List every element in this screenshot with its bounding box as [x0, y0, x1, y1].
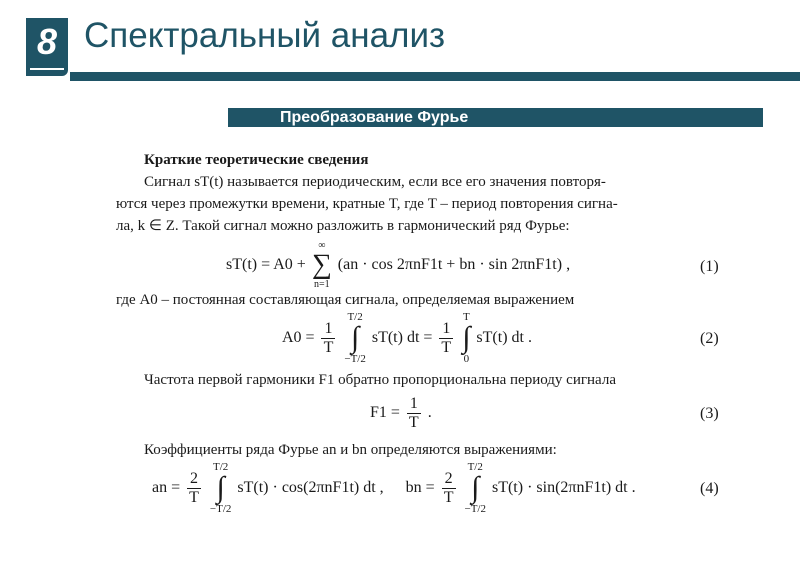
eq2-body-2: sT(t) dt . [476, 329, 532, 346]
eq4-a-lhs: an = [152, 479, 181, 496]
paragraph-line-2: ются через промежутки времени, кратные T, где T – период повторения сигна- [116, 196, 618, 212]
fraction-denominator: T [189, 488, 199, 506]
sum-upper-limit: ∞ [318, 240, 326, 251]
integral-lower-limit: −T/2 [209, 503, 232, 515]
fraction-numerator: 1 [321, 320, 335, 339]
fraction-numerator: 2 [442, 470, 456, 489]
f1-description: Частота первой гармоники F1 обратно пропорциональна периоду сигнала [144, 372, 616, 388]
paragraph-line-1: Сигнал sT(t) называется периодическим, если все его значения повторя- [144, 174, 606, 190]
eq2-fraction-2 [438, 320, 454, 357]
subtitle-label: Преобразование Фурье [280, 109, 469, 126]
integral-symbol-b: T/2 ∫ −T/2 [464, 461, 486, 515]
eq3-lhs: F1 = [370, 404, 400, 421]
fraction-denominator: T [443, 488, 454, 506]
equation-4 [152, 460, 636, 516]
eq2-fraction-1 [321, 320, 337, 357]
integral-symbol-a: T/2 ∫ −T/2 [209, 461, 232, 515]
integral-upper-limit: T/2 [467, 461, 483, 473]
eq4-b-lhs: bn = [405, 479, 435, 496]
eq4-a-fraction [186, 470, 202, 507]
equation-1 [226, 240, 570, 290]
badge-underline [30, 68, 64, 70]
equation-number-3: (3) [700, 405, 719, 422]
equation-number-1: (1) [700, 258, 719, 275]
eq1-rhs: (an · cos 2πnF1t + bn · sin 2πnF1t) , [337, 256, 571, 273]
equation-number-2: (2) [700, 330, 719, 347]
eq4-b-body: sT(t) · sin(2πnF1t) dt . [491, 479, 636, 496]
integral-symbol-2: T ∫ 0 [462, 311, 471, 365]
integral-symbol-1: T/2 ∫ −T/2 [344, 311, 366, 365]
fraction-denominator: T [323, 338, 334, 356]
section-heading: Краткие теоретические сведения [144, 152, 369, 168]
fraction-numerator: 2 [187, 470, 201, 489]
eq4-b-fraction [441, 470, 457, 507]
integral-lower-limit: −T/2 [344, 353, 366, 365]
integral-upper-limit: T [462, 311, 470, 323]
eq3-tail: . [427, 404, 432, 421]
eq2-body-1: sT(t) dt = [371, 329, 433, 346]
eq3-fraction [406, 395, 422, 432]
fraction-numerator: 1 [439, 320, 453, 339]
slide-title: Спектральный анализ [84, 16, 446, 55]
title-rule [70, 72, 800, 81]
equation-3 [370, 392, 432, 434]
eq2-lhs: A0 = [282, 329, 315, 346]
fraction-denominator: T [441, 338, 452, 356]
slide-number: 8 [36, 21, 58, 62]
summation-symbol: ∞ ∑ n=1 [311, 240, 332, 290]
integral-lower-limit: −T/2 [464, 503, 486, 515]
equation-2 [282, 310, 532, 366]
sum-lower-limit: n=1 [313, 279, 330, 290]
integral-lower-limit: 0 [463, 353, 470, 365]
eq4-a-body: sT(t) · cos(2πnF1t) dt , [237, 479, 384, 496]
integral-upper-limit: T/2 [347, 311, 363, 323]
equation-number-4: (4) [700, 480, 719, 497]
fraction-numerator: 1 [407, 395, 421, 414]
slide-number-badge [26, 18, 68, 76]
paragraph-line-3: ла, k ∈ Z. Такой сигнал можно разложить в гармонический ряд Фурье: [116, 218, 570, 234]
integral-upper-limit: T/2 [213, 461, 229, 473]
eq1-lhs: sT(t) = A0 + [226, 256, 306, 273]
fraction-denominator: T [408, 413, 419, 431]
a0-description: где A0 – постоянная составляющая сигнала, определяемая выражением [116, 292, 575, 308]
coefficients-description: Коэффициенты ряда Фурье an и bn определяются выражениями: [144, 442, 557, 458]
